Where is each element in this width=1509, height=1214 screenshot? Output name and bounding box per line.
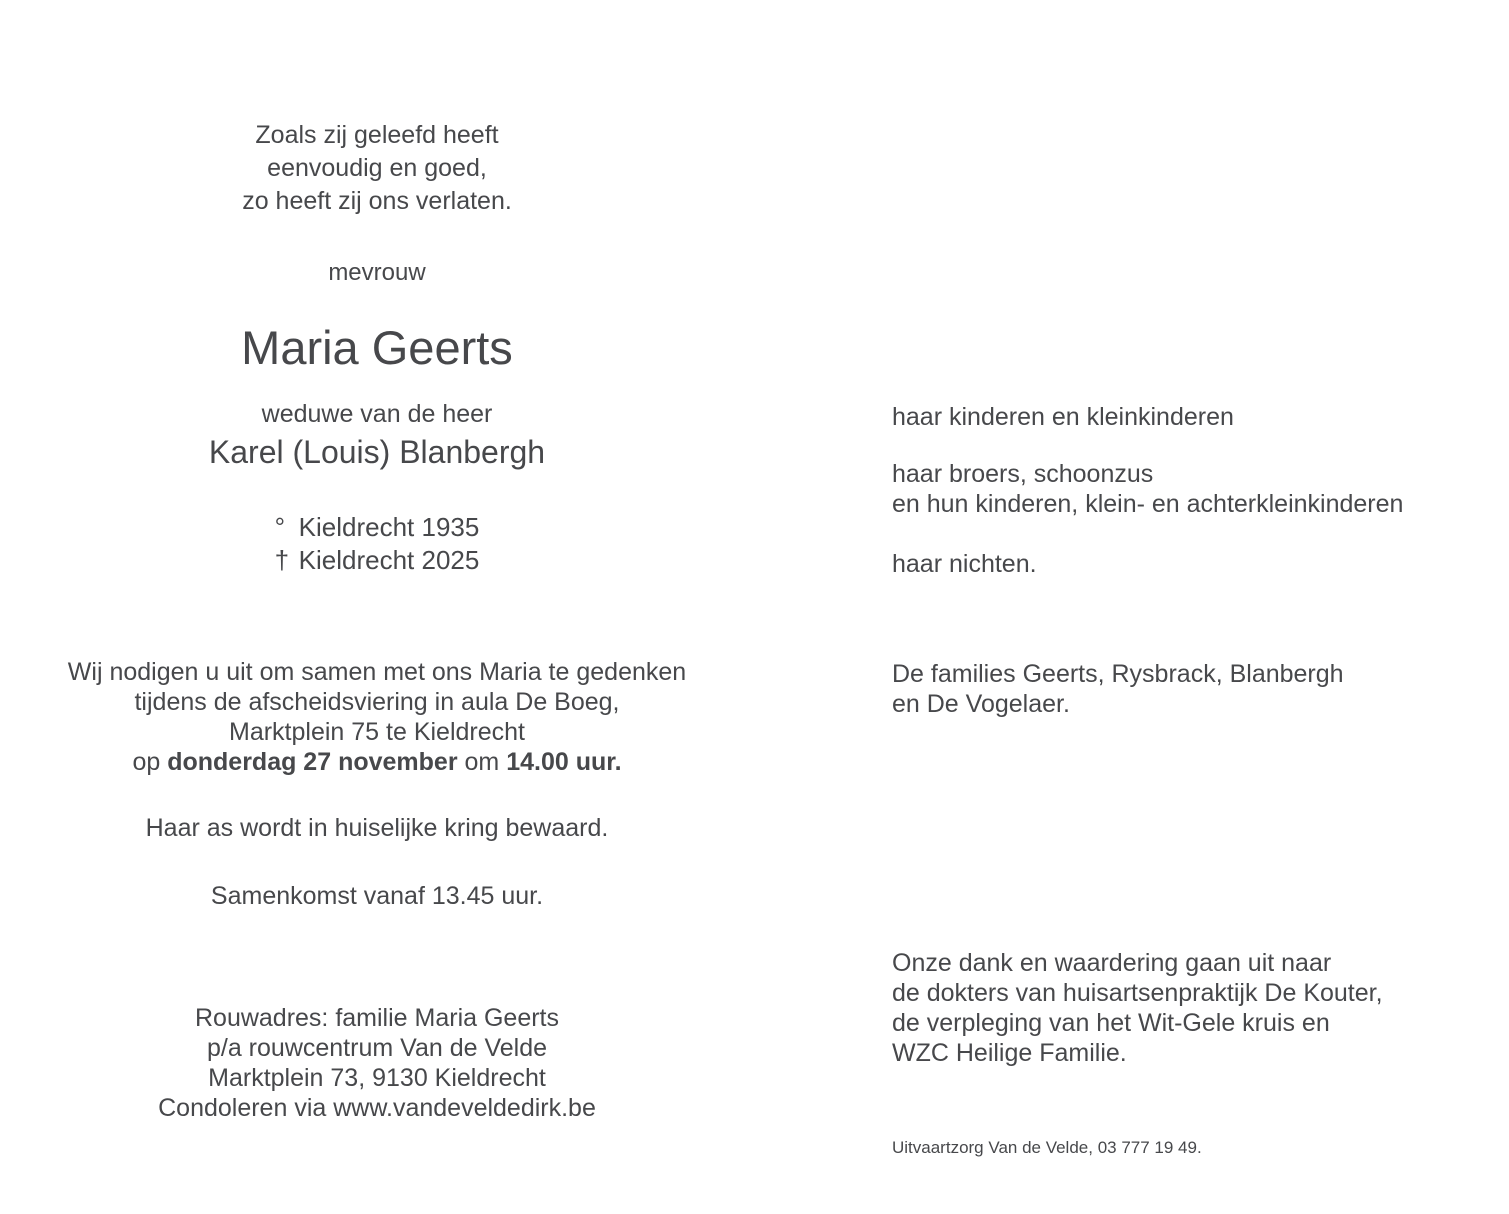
mourning-address <box>0 1003 754 1123</box>
salutation: mevrouw <box>328 259 426 286</box>
ceremony-date: donderdag 27 november <box>167 748 458 776</box>
acknowledgement-line: WZC Heilige Familie. <box>892 1039 1127 1067</box>
death-line <box>275 544 480 577</box>
ceremony-time: 14.00 uur. <box>506 748 622 776</box>
mourning-address-line: Marktplein 73, 9130 Kieldrecht <box>208 1064 546 1092</box>
life-dates <box>0 511 754 577</box>
deceased-name: Maria Geerts <box>241 321 513 374</box>
ashes-note: Haar as wordt in huiselijke kring bewaard. <box>145 814 609 842</box>
mourning-address-line: p/a rouwcentrum Van de Velde <box>206 1034 548 1062</box>
death-place-year: Kieldrecht 2025 <box>298 545 480 575</box>
funeral-home-footer: Uitvaartzorg Van de Velde, 03 777 19 49. <box>892 1138 1202 1157</box>
birth-symbol: ° <box>274 512 286 542</box>
invitation-line-1: Wij nodigen u uit om samen met ons Maria te gedenken <box>67 658 687 686</box>
poem <box>0 119 754 218</box>
families-line: De families Geerts, Rysbrack, Blanbergh <box>892 660 1344 688</box>
invitation-line-2: tijdens de afscheidsviering in aula De Boeg, <box>134 688 620 716</box>
acknowledgement-line: Onze dank en waardering gaan uit naar <box>892 949 1332 977</box>
life-dates-inner <box>275 511 480 577</box>
poem-line: eenvoudig en goed, <box>267 154 487 182</box>
birth-place-year: Kieldrecht 1935 <box>298 512 480 542</box>
invitation-line4-prefix: op <box>132 748 168 776</box>
invitation-line-3: Marktplein 75 te Kieldrecht <box>229 718 525 746</box>
relatives-siblings-line: haar broers, schoonzus <box>892 460 1154 488</box>
relatives-children-line: haar kinderen en kleinkinderen <box>892 403 1234 431</box>
families-line: en De Vogelaer. <box>892 690 1070 718</box>
spouse-name: Karel (Louis) Blanbergh <box>208 434 546 470</box>
invitation-line-4 <box>0 747 754 777</box>
poem-line: zo heeft zij ons verlaten. <box>242 187 512 215</box>
condolence-website-line: Condoleren via www.vandeveldedirk.be <box>158 1094 596 1122</box>
invitation-paragraph <box>0 657 754 777</box>
poem-line: Zoals zij geleefd heeft <box>255 121 499 149</box>
relatives-siblings-line: en hun kinderen, klein- en achterkleinkinderen <box>892 490 1404 518</box>
invitation-line4-infix: om <box>457 748 507 776</box>
relatives-nieces-line: haar nichten. <box>892 550 1037 578</box>
acknowledgement-line: de dokters van huisartsenpraktijk De Kouter, <box>892 979 1383 1007</box>
acknowledgement-line: de verpleging van het Wit-Gele kruis en <box>892 1009 1330 1037</box>
families-block <box>892 659 1344 719</box>
acknowledgement-block <box>892 948 1383 1068</box>
relatives-siblings-block <box>892 459 1403 519</box>
gathering-note: Samenkomst vanaf 13.45 uur. <box>210 882 544 910</box>
death-symbol: † <box>274 545 290 575</box>
birth-line <box>275 511 480 544</box>
mourning-address-line: Rouwadres: familie Maria Geerts <box>194 1004 559 1032</box>
widow-of-label: weduwe van de heer <box>261 400 493 428</box>
